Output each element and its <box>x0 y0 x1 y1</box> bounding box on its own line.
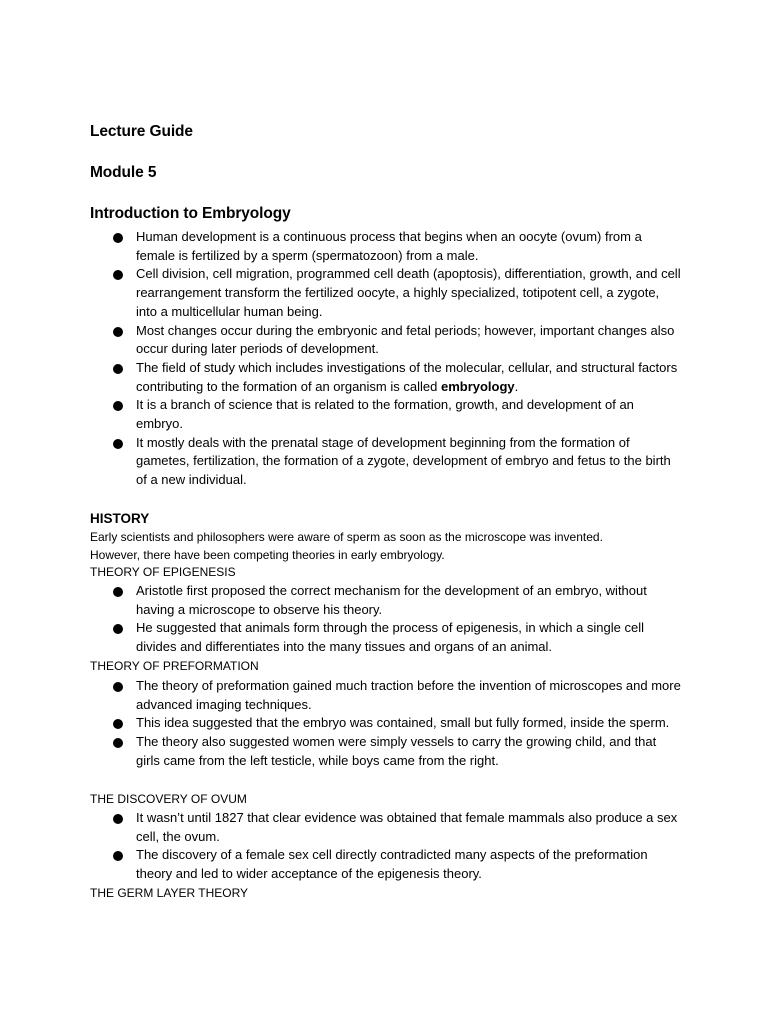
bullet-text: Most changes occur during the embryonic and fetal periods; however, important changes also occur during later periods of development. <box>136 322 675 357</box>
bullet-text-part: The field of study which includes investigations of the molecular, cellular, and structural factors contributing to the formation of an organism is called <box>136 359 678 394</box>
bullet-icon <box>113 719 123 729</box>
bullet-icon <box>113 364 123 374</box>
bullet-icon <box>113 814 123 824</box>
embryology-term: embryology <box>440 378 515 394</box>
ovum-bullet-list <box>90 809 690 884</box>
list-item <box>90 619 690 656</box>
bullet-icon <box>113 439 123 449</box>
bullet-text: Human development is a continuous process that begins when an oocyte (ovum) from a female is fertilized by a sperm (spermatozoon) from a male. <box>136 229 642 263</box>
bullet-icon <box>113 851 123 861</box>
document-title: Lecture Guide <box>90 123 193 140</box>
bullet-text: It mostly deals with the prenatal stage of development beginning from the formation of gametes, fertilization, the formation of a zygote, development of embryo and fetus to the birth of a new individual. <box>136 434 671 488</box>
list-item <box>90 396 690 433</box>
bullet-text: The discovery of a female sex cell directly contradicted many aspects of the preformation theory and led to wider acceptance of the epigenesis theory. <box>136 847 648 882</box>
bullet-icon <box>113 233 123 243</box>
preformation-heading: THEORY OF PREFORMATION <box>90 659 259 673</box>
epigenesis-bullet-list <box>90 582 690 657</box>
ovum-heading: THE DISCOVERY OF OVUM <box>90 792 247 806</box>
bullet-text: The theory also suggested women were simply vessels to carry the growing child, and that girls came from the left testicle, while boys came from the right. <box>136 734 657 768</box>
module-title: Module 5 <box>90 164 157 181</box>
list-item <box>90 733 690 770</box>
germ-layer-heading: THE GERM LAYER THEORY <box>90 886 249 900</box>
intro-heading: Introduction to Embryology <box>90 205 291 222</box>
list-item <box>90 582 690 619</box>
bullet-text: Cell division, cell migration, programmed cell death (apoptosis), differentiation, growth, and cell rearrangement transform the fertilized oocyte, a highly specialized, totipotent cell, a zygote, into a multicellular human being. <box>136 266 681 319</box>
history-intro-line2: However, there have been competing theories in early embryology. <box>90 548 445 562</box>
intro-bullet-list <box>90 228 690 490</box>
list-item <box>90 228 690 265</box>
list-item <box>90 714 690 733</box>
list-item <box>90 846 690 883</box>
history-heading: HISTORY <box>90 511 150 526</box>
list-item <box>90 809 690 846</box>
list-item <box>90 434 690 490</box>
list-item <box>90 322 690 359</box>
bullet-icon <box>113 738 123 748</box>
bullet-icon <box>113 587 123 597</box>
bullet-text: Aristotle first proposed the correct mechanism for the development of an embryo, without having a microscope to observe his theory. <box>136 583 647 617</box>
bullet-icon <box>113 401 123 411</box>
bullet-icon <box>113 270 123 280</box>
preformation-bullet-list <box>90 677 690 771</box>
bullet-icon <box>113 682 123 692</box>
epigenesis-heading: THEORY OF EPIGENESIS <box>90 565 236 579</box>
bullet-text: This idea suggested that the embryo was contained, small but fully formed, inside the sperm. <box>136 715 670 731</box>
bullet-text <box>136 359 681 396</box>
list-item <box>90 677 690 714</box>
history-intro-line1: Early scientists and philosophers were aware of sperm as soon as the microscope was invented. <box>90 530 603 544</box>
list-item <box>90 359 690 396</box>
list-item <box>90 265 690 321</box>
bullet-text: It is a branch of science that is related to the formation, growth, and development of an embryo. <box>136 397 634 432</box>
term-suffix: . <box>514 378 519 394</box>
bullet-icon <box>113 327 123 337</box>
bullet-text: The theory of preformation gained much traction before the invention of microscopes and more advanced imaging techniques. <box>136 678 681 712</box>
bullet-icon <box>113 624 123 634</box>
bullet-text: He suggested that animals form through the process of epigenesis, in which a single cell divides and differentiates into the many tissues and organs of an animal. <box>136 620 645 655</box>
bullet-text: It wasn’t until 1827 that clear evidence was obtained that female mammals also produce a sex cell, the ovum. <box>136 810 678 844</box>
